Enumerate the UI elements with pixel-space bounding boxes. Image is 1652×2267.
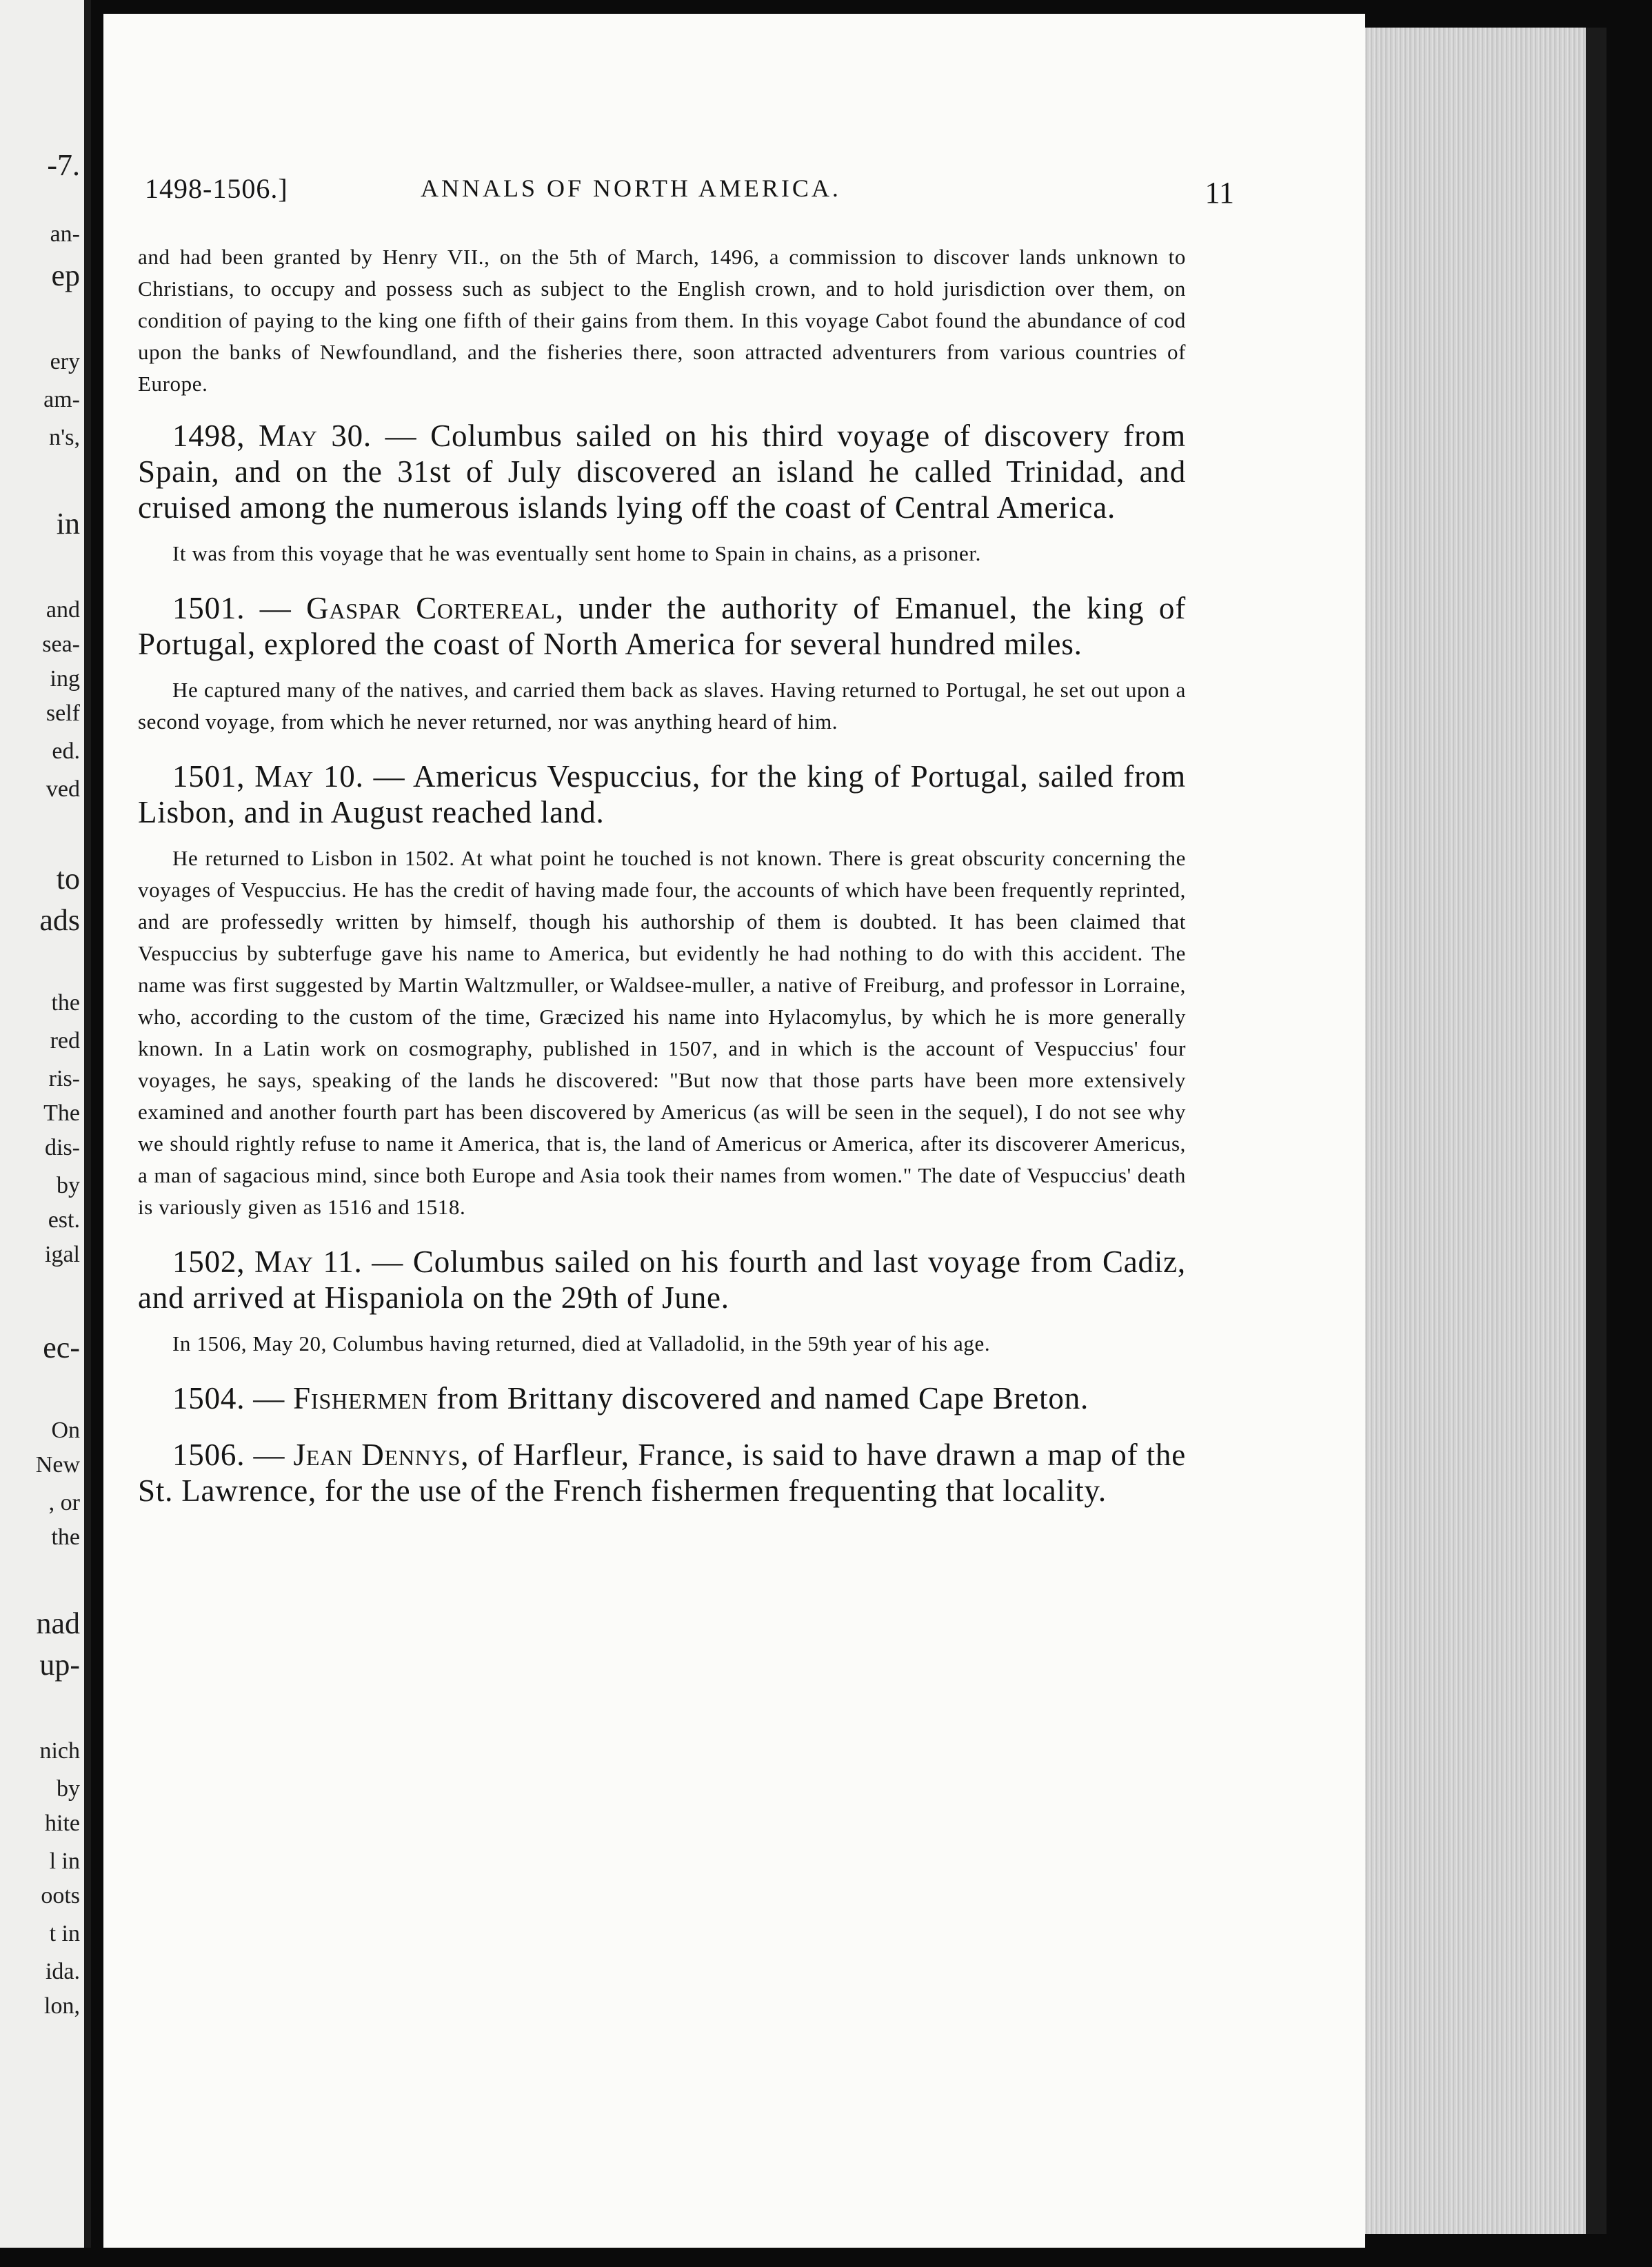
book-page bbox=[103, 14, 1365, 2248]
header-title: ANNALS OF NORTH AMERICA. bbox=[421, 174, 841, 202]
entry-date-suffix: 11. — bbox=[313, 1245, 413, 1279]
entry-name: Gaspar Cortereal, bbox=[306, 591, 564, 625]
entry-heading bbox=[138, 758, 1186, 830]
margin-fragment: t in bbox=[49, 1921, 80, 1946]
margin-fragment: The bbox=[43, 1100, 80, 1126]
margin-fragment: nich bbox=[39, 1738, 80, 1764]
entry-date-suffix: 10. — bbox=[313, 759, 413, 794]
margin-fragment: hite bbox=[45, 1811, 80, 1836]
margin-fragment: red bbox=[50, 1028, 80, 1054]
margin-fragment: ing bbox=[50, 666, 80, 692]
running-header bbox=[145, 172, 1234, 214]
margin-fragment: dis- bbox=[45, 1135, 80, 1160]
margin-fragment: oots bbox=[41, 1883, 80, 1908]
margin-fragment: sea- bbox=[42, 632, 80, 657]
margin-fragment: , or bbox=[48, 1490, 80, 1515]
margin-fragment: ep bbox=[51, 259, 80, 292]
continuation-paragraph: and had been granted by Henry VII., on the 5th of March, 1496, a commission to discover lands unknown to Christians, to occupy and possess such as subject to the English crown, and to hold jurisdiction over them, on condition of paying to the king one fifth of their gains from them. In this voyage Cabot found the abundance of cod upon the banks of Newfoundland, and the fisheries there, soon attracted adventurers from various countries of Europe. bbox=[138, 245, 1186, 396]
entry-note: He returned to Lisbon in 1502. At what point he touched is not known. There is great obscurity concerning the voyages of Vespuccius. He has the credit of having made four, the accounts of which have been frequently reprinted, and are professedly written by himself, though his authorship of them is doubted. It has been claimed that Vespuccius by subterfuge gave his name to America, but evidently he had nothing to do with this accident. The name was first suggested by Martin Waltzmuller, or Waldsee-muller, a native of Freiburg, and professor in Lorraine, who, according to the custom of the time, Græcized his name into Hylacomylus, by which he is more generally known. In a Latin work on cosmography, published in 1507, and in which is the account of Vespuccius' four voyages, he says, speaking of the lands he discovered: "But now that those parts have been more extensively examined and another fourth part has been discovered by Americus (as will be seen in the sequel), I do not see why we should rightly refuse to name it America, that is, the land of Americus or America, after its discoverer Americus, a man of sagacious mind, since both Europe and Asia took their names from women." The date of Vespuccius' death is variously given as 1516 and 1518. bbox=[138, 846, 1186, 1219]
entry-text: Columbus sailed on his fourth and last voyage from Cadiz, and arrived at Hispaniola on the 29th of June. bbox=[138, 1245, 1186, 1315]
entry-date: 1506. — bbox=[172, 1438, 294, 1472]
margin-fragment: ery bbox=[50, 349, 80, 374]
margin-fragment: l in bbox=[49, 1848, 80, 1874]
margin-fragment: -7. bbox=[47, 148, 80, 182]
margin-fragment: On bbox=[51, 1418, 80, 1443]
margin-fragment: the bbox=[51, 990, 80, 1016]
entry-heading bbox=[138, 1380, 1186, 1416]
margin-fragment: to bbox=[56, 862, 80, 896]
margin-fragment: nad bbox=[36, 1606, 80, 1640]
page-edges bbox=[1362, 28, 1601, 2234]
margin-fragment: lon, bbox=[44, 1993, 80, 2019]
previous-page-edge bbox=[0, 0, 91, 2248]
page-body bbox=[138, 241, 1186, 1509]
margin-fragment: and bbox=[46, 597, 80, 623]
margin-fragment: igal bbox=[45, 1242, 80, 1267]
margin-fragment: am- bbox=[43, 387, 80, 412]
entry-note: In 1506, May 20, Columbus having returned, died at Valladolid, in the 59th year of his age. bbox=[172, 1331, 991, 1356]
entry-note: He captured many of the natives, and carried them back as slaves. Having returned to Portugal, he set out upon a second voyage, from which he never returned, nor was anything heard of him. bbox=[138, 678, 1186, 734]
entry-heading bbox=[138, 418, 1186, 525]
margin-fragment: by bbox=[57, 1173, 80, 1198]
entry-date: 1504. — bbox=[172, 1381, 294, 1415]
entry-name: Fishermen bbox=[293, 1381, 428, 1415]
margin-fragment: ed. bbox=[52, 738, 80, 764]
margin-fragment: up- bbox=[39, 1648, 80, 1682]
margin-fragment: ida. bbox=[45, 1959, 80, 1984]
margin-fragment: ads bbox=[39, 903, 80, 937]
margin-fragment: ved bbox=[46, 776, 80, 802]
margin-fragment: an- bbox=[50, 221, 80, 247]
margin-fragment: ris- bbox=[48, 1066, 80, 1091]
entry-name: Jean Dennys, bbox=[293, 1438, 470, 1472]
margin-fragment: n's, bbox=[49, 425, 80, 450]
page-number: 11 bbox=[1205, 176, 1234, 210]
margin-fragment: ec- bbox=[43, 1331, 80, 1364]
page-edge-shadow bbox=[1586, 28, 1606, 2234]
entry-text: of Harfleur, France, is said to have drawn a map of the St. Lawrence, for the use of the French fishermen frequenting that locality. bbox=[138, 1438, 1186, 1508]
entry-heading bbox=[138, 590, 1186, 662]
entry-heading bbox=[138, 1437, 1186, 1509]
entry-text: Americus Vespuccius, for the king of Portugal, sailed from Lisbon, and in August reached land. bbox=[138, 759, 1186, 829]
margin-fragment: est. bbox=[48, 1207, 80, 1233]
entry-date: 1501, bbox=[172, 759, 255, 794]
entry-heading bbox=[138, 1244, 1186, 1316]
margin-fragment: in bbox=[56, 507, 80, 541]
margin-fragment: the bbox=[51, 1524, 80, 1550]
entry-text: Columbus sailed on his third voyage of discovery from Spain, and on the 31st of July discovered an island he called Trinidad, and cruised among the numerous islands lying off the coast of Central America. bbox=[138, 419, 1186, 525]
margin-fragment: self bbox=[46, 701, 80, 726]
entry-date: 1498, bbox=[172, 419, 259, 453]
entry-text: from Brittany discovered and named Cape Breton. bbox=[427, 1381, 1089, 1415]
entry-month: May bbox=[258, 419, 318, 453]
entry-month: May bbox=[254, 1245, 314, 1279]
entry-text: under the authority of Emanuel, the king of Portugal, explored the coast of North America for several hundred miles. bbox=[138, 591, 1186, 661]
entry-date: 1501. — bbox=[172, 591, 307, 625]
margin-fragment: New bbox=[35, 1452, 80, 1478]
margin-fragment: by bbox=[57, 1776, 80, 1802]
entry-month: May bbox=[254, 759, 314, 794]
entry-date: 1502, bbox=[172, 1245, 255, 1279]
entry-note: It was from this voyage that he was eventually sent home to Spain in chains, as a prisoner. bbox=[172, 541, 981, 565]
header-year-range: 1498-1506.] bbox=[145, 173, 288, 204]
entry-date-suffix: 30. — bbox=[317, 419, 431, 453]
